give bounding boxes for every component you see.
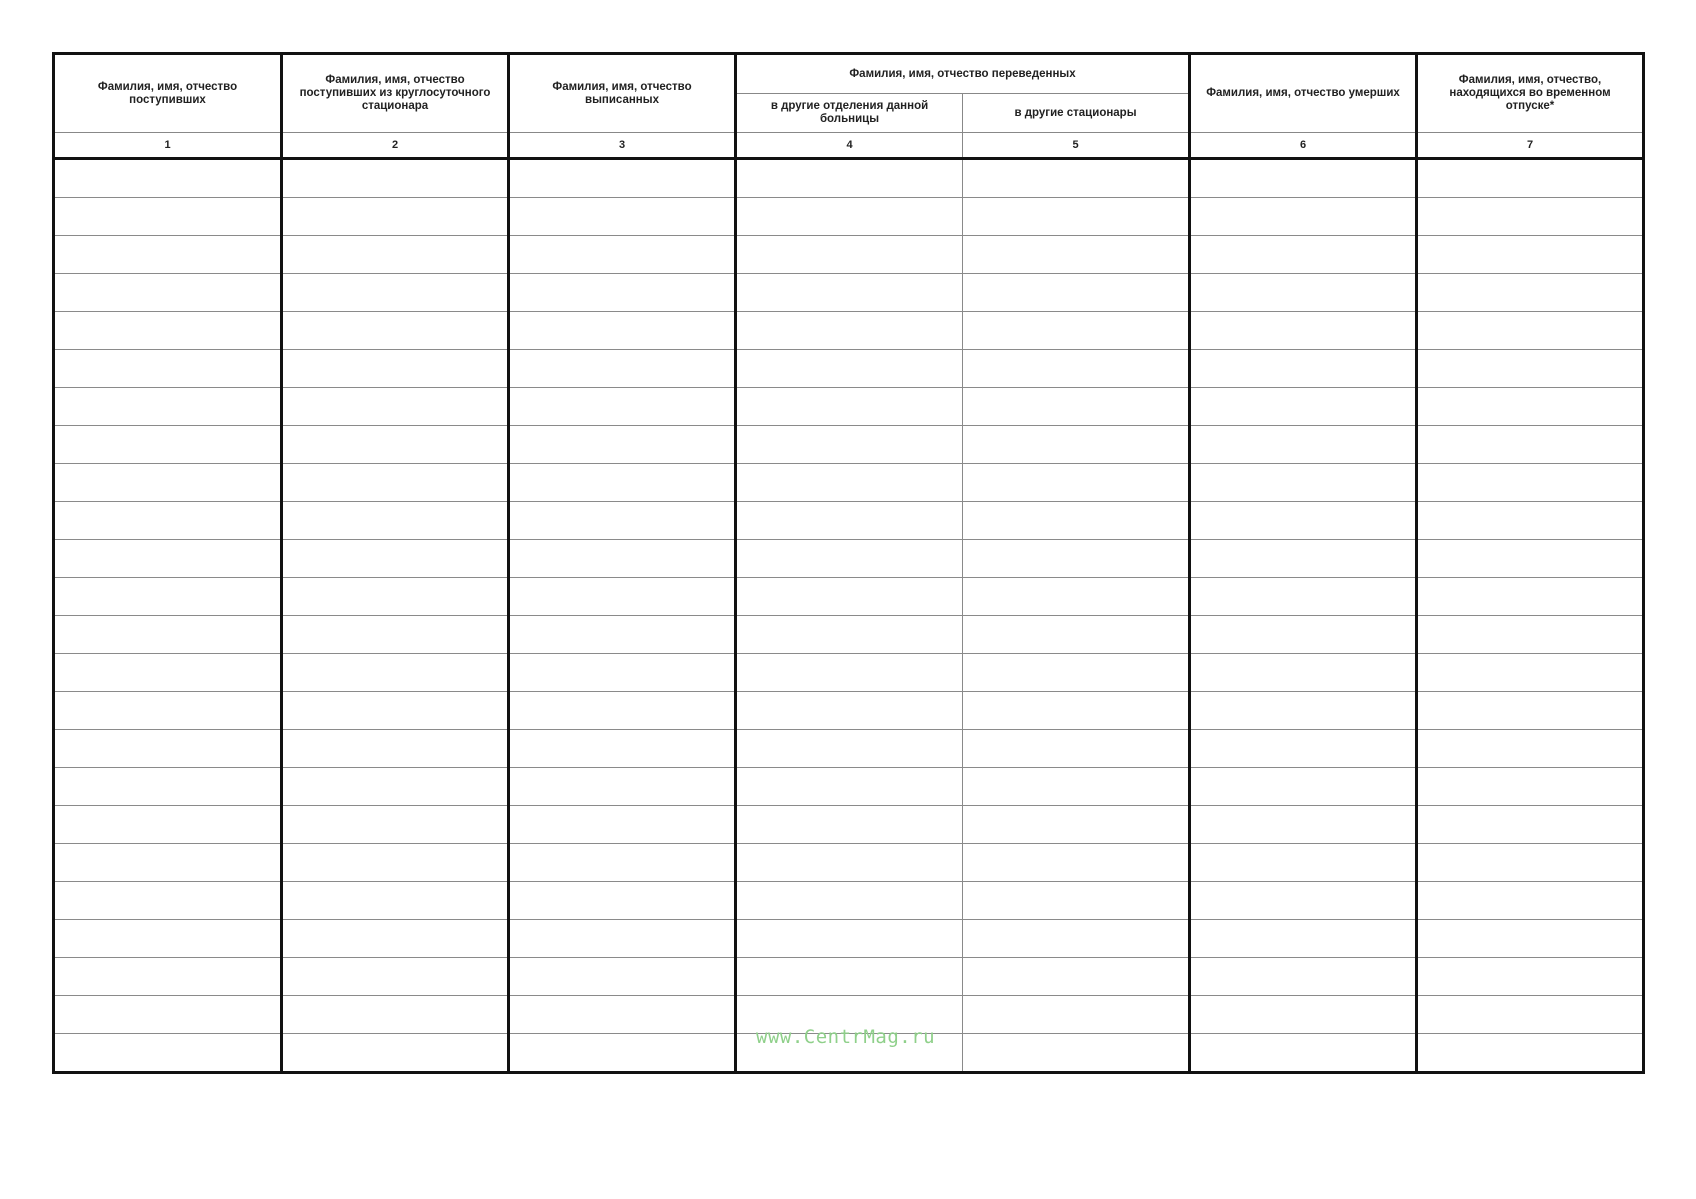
table-cell — [509, 806, 736, 844]
table-cell — [1417, 806, 1644, 844]
table-cell — [509, 958, 736, 996]
table-cell — [963, 159, 1190, 198]
table-cell — [509, 236, 736, 274]
header-row — [54, 54, 1644, 94]
table-cell — [1417, 388, 1644, 426]
column-number: 5 — [963, 133, 1190, 159]
table-cell — [963, 274, 1190, 312]
table-row — [54, 616, 1644, 654]
table-cell — [1190, 540, 1417, 578]
table-cell — [1190, 388, 1417, 426]
table-cell — [54, 578, 282, 616]
table-row — [54, 692, 1644, 730]
table-row — [54, 388, 1644, 426]
table-cell — [1190, 236, 1417, 274]
table-cell — [282, 312, 509, 350]
table-cell — [54, 236, 282, 274]
table-cell — [509, 502, 736, 540]
column-number: 7 — [1417, 133, 1644, 159]
table-cell — [509, 388, 736, 426]
table-cell — [1190, 806, 1417, 844]
table-cell — [1190, 464, 1417, 502]
table-row — [54, 844, 1644, 882]
table-cell — [54, 502, 282, 540]
table-cell — [509, 426, 736, 464]
table-cell — [736, 958, 963, 996]
table-cell — [736, 654, 963, 692]
table-cell — [282, 236, 509, 274]
table-cell — [1417, 159, 1644, 198]
column-header-admitted: Фамилия, имя, отчество поступивших — [54, 54, 282, 133]
table-cell — [1417, 654, 1644, 692]
table-cell — [282, 996, 509, 1034]
table-cell — [282, 768, 509, 806]
table-cell — [509, 159, 736, 198]
table-cell — [509, 654, 736, 692]
table-row — [54, 312, 1644, 350]
table-cell — [1417, 882, 1644, 920]
table-cell — [54, 920, 282, 958]
table-cell — [963, 350, 1190, 388]
table-cell — [1417, 464, 1644, 502]
table-cell — [509, 464, 736, 502]
table-row — [54, 958, 1644, 996]
column-number: 4 — [736, 133, 963, 159]
table-cell — [963, 958, 1190, 996]
table-cell — [1417, 198, 1644, 236]
table-cell — [963, 882, 1190, 920]
table-cell — [1190, 502, 1417, 540]
column-group-header-transferred: Фамилия, имя, отчество переведенных — [736, 54, 1190, 94]
table-cell — [282, 920, 509, 958]
watermark-text: www.CentrMag.ru — [756, 1026, 936, 1048]
table-cell — [963, 540, 1190, 578]
table-row — [54, 768, 1644, 806]
table-cell — [1417, 540, 1644, 578]
table-cell — [54, 996, 282, 1034]
table-cell — [736, 312, 963, 350]
table-cell — [963, 996, 1190, 1034]
column-header-deceased: Фамилия, имя, отчество умерших — [1190, 54, 1417, 133]
table-cell — [1190, 730, 1417, 768]
table-cell — [736, 730, 963, 768]
table-cell — [282, 426, 509, 464]
table-cell — [509, 350, 736, 388]
table-cell — [963, 198, 1190, 236]
table-cell — [736, 882, 963, 920]
table-cell — [282, 654, 509, 692]
table-cell — [509, 578, 736, 616]
table-cell — [963, 236, 1190, 274]
table-cell — [736, 159, 963, 198]
table-cell — [1190, 882, 1417, 920]
table-cell — [1417, 274, 1644, 312]
table-cell — [736, 426, 963, 464]
table-row — [54, 464, 1644, 502]
table-cell — [509, 1034, 736, 1073]
table-cell — [54, 844, 282, 882]
table-cell — [54, 882, 282, 920]
table-cell — [963, 464, 1190, 502]
table-cell — [736, 920, 963, 958]
patient-movement-table — [52, 52, 1645, 1074]
table-cell — [282, 616, 509, 654]
column-header-admitted-from-hospital: Фамилия, имя, отчество поступивших из круглосуточного стационара — [282, 54, 509, 133]
table-cell — [1190, 692, 1417, 730]
table-cell — [54, 540, 282, 578]
column-header-temporary-leave: Фамилия, имя, отчество, находящихся во временном отпуске* — [1417, 54, 1644, 133]
table-cell — [1417, 426, 1644, 464]
table-cell — [54, 806, 282, 844]
table-row — [54, 159, 1644, 198]
table-cell — [1190, 159, 1417, 198]
table-cell — [54, 692, 282, 730]
table-cell — [963, 844, 1190, 882]
table-cell — [1190, 350, 1417, 388]
table-cell — [282, 274, 509, 312]
column-header-discharged: Фамилия, имя, отчество выписанных — [509, 54, 736, 133]
table-cell — [736, 350, 963, 388]
table-cell — [1190, 920, 1417, 958]
table-cell — [282, 159, 509, 198]
table-cell — [54, 388, 282, 426]
table-cell — [54, 312, 282, 350]
table-cell — [963, 768, 1190, 806]
table-cell — [1190, 768, 1417, 806]
table-row — [54, 502, 1644, 540]
table-cell — [509, 996, 736, 1034]
table-cell — [736, 844, 963, 882]
table-cell — [963, 388, 1190, 426]
table-cell — [282, 844, 509, 882]
table-cell — [282, 1034, 509, 1073]
table-row — [54, 198, 1644, 236]
table-cell — [1417, 616, 1644, 654]
table-cell — [1417, 996, 1644, 1034]
table-cell — [736, 692, 963, 730]
table-cell — [736, 578, 963, 616]
column-number-row — [54, 133, 1644, 159]
table-cell — [282, 388, 509, 426]
table-cell — [736, 806, 963, 844]
column-number: 2 — [282, 133, 509, 159]
table-cell — [963, 806, 1190, 844]
table-cell — [736, 198, 963, 236]
table-cell — [509, 312, 736, 350]
table-cell — [282, 806, 509, 844]
table-cell — [1417, 692, 1644, 730]
table-cell — [736, 236, 963, 274]
table-cell — [1417, 844, 1644, 882]
table-cell — [1417, 768, 1644, 806]
table-cell — [509, 616, 736, 654]
table-cell — [736, 616, 963, 654]
table-cell — [1190, 426, 1417, 464]
table-row — [54, 426, 1644, 464]
table-cell — [736, 274, 963, 312]
table-cell — [1190, 616, 1417, 654]
table-cell — [282, 578, 509, 616]
table-cell — [282, 692, 509, 730]
table-cell — [736, 464, 963, 502]
table-row — [54, 920, 1644, 958]
table-row — [54, 350, 1644, 388]
table-row — [54, 806, 1644, 844]
table-cell — [1417, 312, 1644, 350]
table-cell — [54, 768, 282, 806]
table-cell — [54, 464, 282, 502]
table-cell — [282, 198, 509, 236]
table-cell — [1190, 844, 1417, 882]
table-cell — [963, 1034, 1190, 1073]
table-cell — [1417, 350, 1644, 388]
table-row — [54, 654, 1644, 692]
table-cell — [1190, 654, 1417, 692]
table-cell — [736, 540, 963, 578]
table-cell — [1190, 312, 1417, 350]
table-cell — [282, 540, 509, 578]
table-cell — [282, 350, 509, 388]
table-cell — [963, 426, 1190, 464]
table-cell — [54, 654, 282, 692]
table-cell — [1190, 198, 1417, 236]
table-cell — [54, 350, 282, 388]
table-cell — [1190, 274, 1417, 312]
table-cell — [54, 274, 282, 312]
table-cell — [54, 958, 282, 996]
table-cell — [509, 844, 736, 882]
table-cell — [54, 198, 282, 236]
table-row — [54, 882, 1644, 920]
table-cell — [963, 502, 1190, 540]
table-cell — [1190, 996, 1417, 1034]
table-cell — [736, 502, 963, 540]
table-row — [54, 540, 1644, 578]
table-cell — [1190, 578, 1417, 616]
table-cell — [509, 882, 736, 920]
table-cell — [54, 1034, 282, 1073]
table-cell — [1417, 920, 1644, 958]
table-cell — [1417, 958, 1644, 996]
table-cell — [282, 464, 509, 502]
table-row — [54, 730, 1644, 768]
table-cell — [282, 958, 509, 996]
table-cell — [963, 578, 1190, 616]
table-cell — [509, 920, 736, 958]
table-cell — [282, 730, 509, 768]
table-cell — [736, 388, 963, 426]
table-cell — [1190, 958, 1417, 996]
table-cell — [1417, 1034, 1644, 1073]
column-header-other-departments: в другие отделения данной больницы — [736, 94, 963, 133]
table-body — [54, 159, 1644, 1073]
table-cell — [509, 768, 736, 806]
table-cell — [1190, 1034, 1417, 1073]
column-number: 6 — [1190, 133, 1417, 159]
table-cell — [963, 616, 1190, 654]
table-cell — [1417, 730, 1644, 768]
table-cell — [54, 159, 282, 198]
form-sheet — [52, 52, 1642, 1140]
table-cell — [509, 274, 736, 312]
table-cell — [509, 198, 736, 236]
table-row — [54, 578, 1644, 616]
table-cell — [963, 654, 1190, 692]
table-cell — [963, 692, 1190, 730]
table-cell — [54, 730, 282, 768]
table-cell — [509, 730, 736, 768]
table-row — [54, 274, 1644, 312]
table-cell — [1417, 578, 1644, 616]
table-cell — [1417, 502, 1644, 540]
table-cell — [509, 692, 736, 730]
column-number: 3 — [509, 133, 736, 159]
table-cell — [54, 426, 282, 464]
table-cell — [736, 768, 963, 806]
table-cell — [963, 730, 1190, 768]
table-cell — [282, 882, 509, 920]
table-cell — [282, 502, 509, 540]
column-header-other-hospitals: в другие стационары — [963, 94, 1190, 133]
table-cell — [509, 540, 736, 578]
table-cell — [963, 920, 1190, 958]
table-cell — [1417, 236, 1644, 274]
table-cell — [963, 312, 1190, 350]
column-number: 1 — [54, 133, 282, 159]
table-cell — [54, 616, 282, 654]
table-row — [54, 236, 1644, 274]
